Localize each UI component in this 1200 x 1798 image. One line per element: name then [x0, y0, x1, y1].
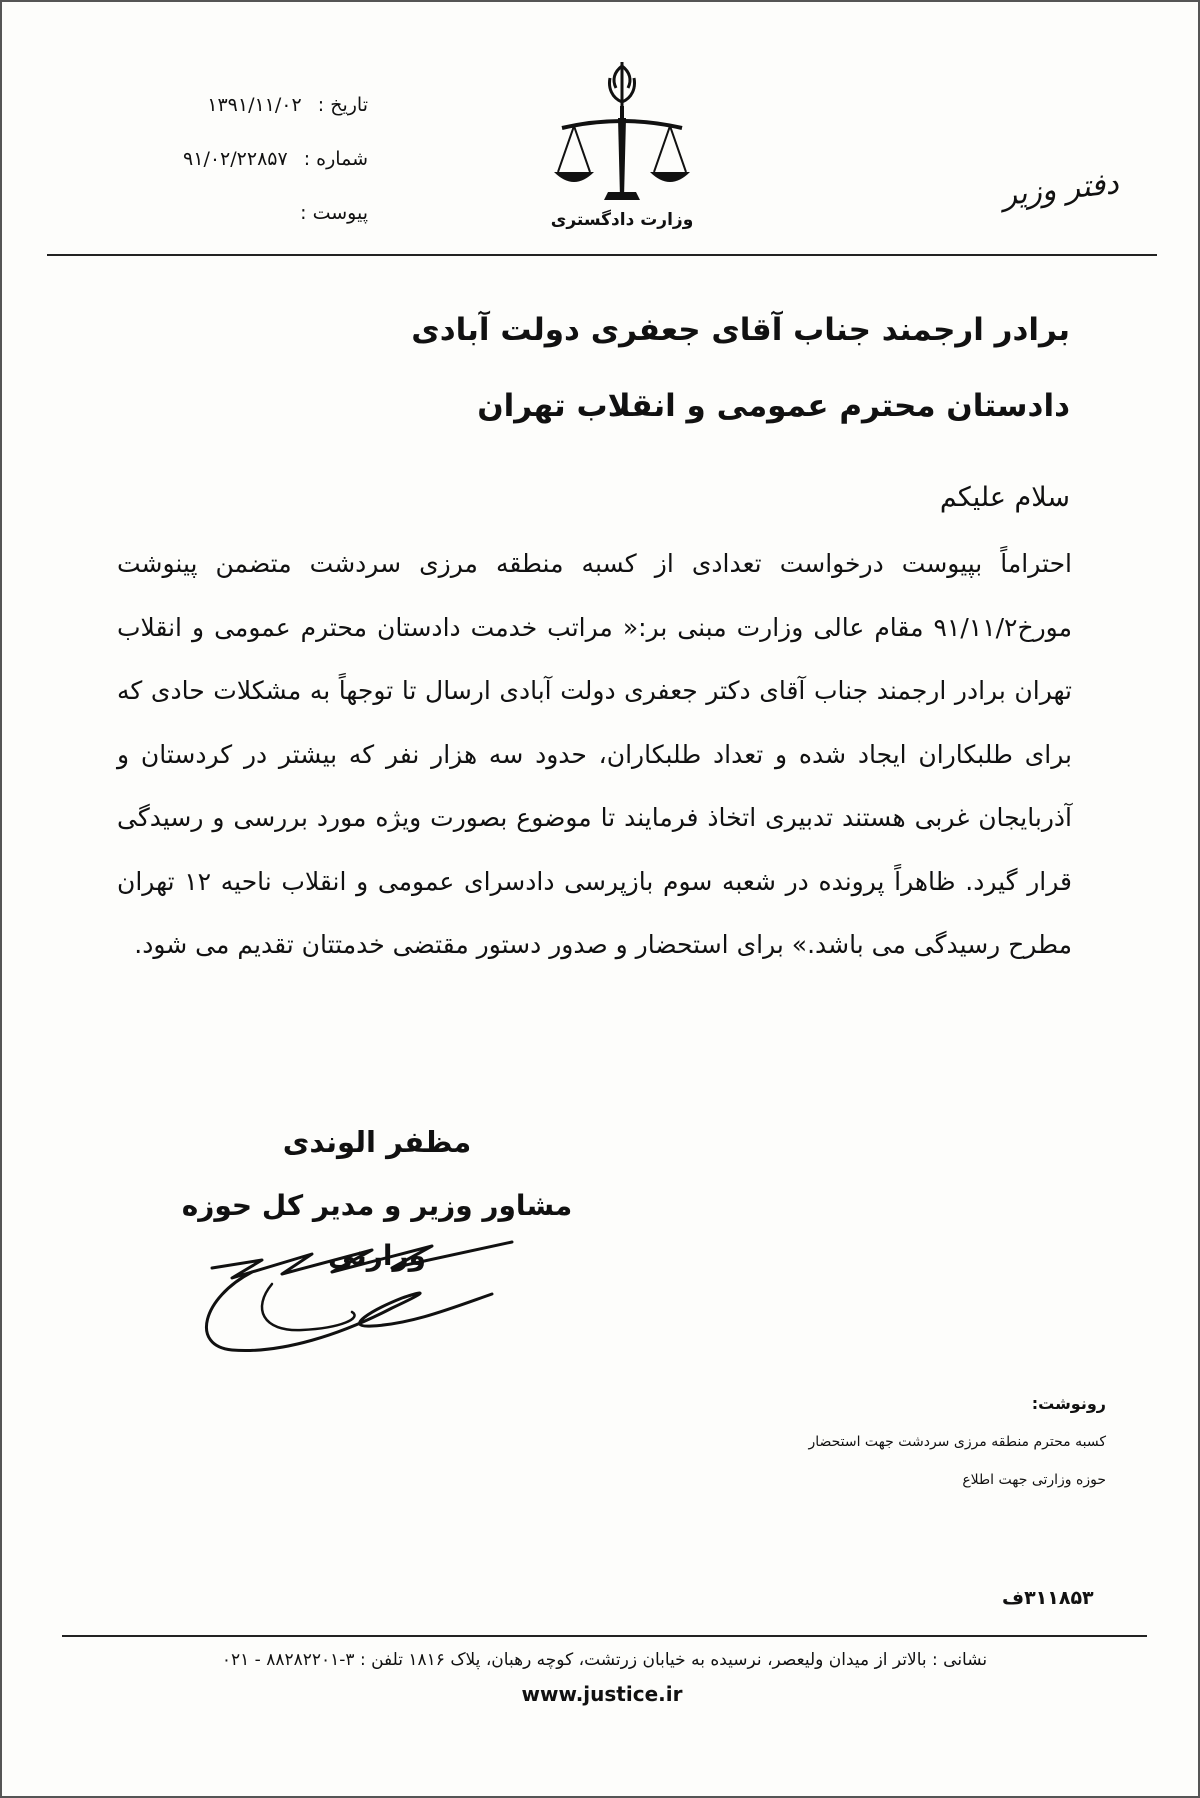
addressee-line-2: دادستان محترم عمومی و انقلاب تهران [477, 388, 1070, 424]
date-value: ۱۳۹۱/۱۱/۰۲ [207, 94, 302, 116]
greeting: سلام علیکم [939, 482, 1070, 513]
footer-website: www.justice.ir [521, 1682, 683, 1706]
cc-item: حوزه وزارتی جهت اطلاع [962, 1472, 1106, 1488]
cc-label: رونوشت: [1031, 1394, 1106, 1413]
date-label: تاریخ : [317, 94, 368, 116]
header-divider [47, 254, 1157, 256]
signer-name: مظفر الوندی [282, 1125, 472, 1159]
date-row [108, 78, 368, 132]
number-value: ۹۱/۰۲/۲۲۸۵۷ [183, 148, 288, 170]
ministry-name: وزارت دادگستری [550, 210, 694, 230]
footer-divider [62, 1635, 1147, 1637]
office-name: دفتر وزیر [1000, 165, 1121, 214]
footer-address: نشانی : بالاتر از میدان ولیعصر، نرسیده به خیابان زرتشت، کوچه رهبان، پلاک ۱۸۱۶ تلفن : ۳-۸۸۲۸۲۲۰۱ - ۰۲۱ [221, 1650, 988, 1670]
attachment-row [108, 186, 368, 240]
cc-item: کسبه محترم منطقه مرزی سردشت جهت استحضار [808, 1434, 1106, 1450]
letter-body: احتراماً بپیوست درخواست تعدادی از کسبه منطقه مرزی سردشت متضمن پینوشت مورخ۹۱/۱۱/۲ مقام عالی وزارت مبنی بر:« مراتب خدمت دادستان محترم عمومی و انقلاب تهران برادر ارجمند جناب آقای دکتر جعفری دولت آبادی ارسال تا توجهاً به مشکلات حادی که برای طلبکاران ایجاد شده و تعداد طلبکاران، حدود سه هزار نفر که بیشتر در کردستان و آذربایجان غربی هستند تدبیری اتخاذ فرمایند تا موضوع بصورت ویژه مورد بررسی و رسیدگی قرار گیرد. ظاهراً پرونده در شعبه سوم بازپرسی دادسرای عمومی و انقلاب ناحیه ۱۲ تهران مطرح رسیدگی می باشد.» برای استحضار و صدور دستور مقتضی خدمتتان تقدیم می شود. [117, 549, 1072, 959]
scales-of-justice-icon [552, 58, 692, 208]
number-row [108, 132, 368, 186]
addressee [411, 292, 1070, 444]
number-label: شماره : [303, 148, 368, 170]
addressee-line-1: برادر ارجمند جناب آقای جعفری دولت آبادی [411, 312, 1070, 348]
signer-title: مشاور وزیر و مدیر کل حوزه وزارتی [181, 1189, 573, 1272]
ministry-emblem [522, 58, 722, 230]
attachment-label: پیوست : [300, 202, 368, 224]
carbon-copy [808, 1385, 1106, 1499]
letter-meta [108, 78, 368, 240]
handwritten-signature [192, 1238, 532, 1362]
reference-code: ۳۱۱۸۵۳ف [1002, 1587, 1094, 1609]
